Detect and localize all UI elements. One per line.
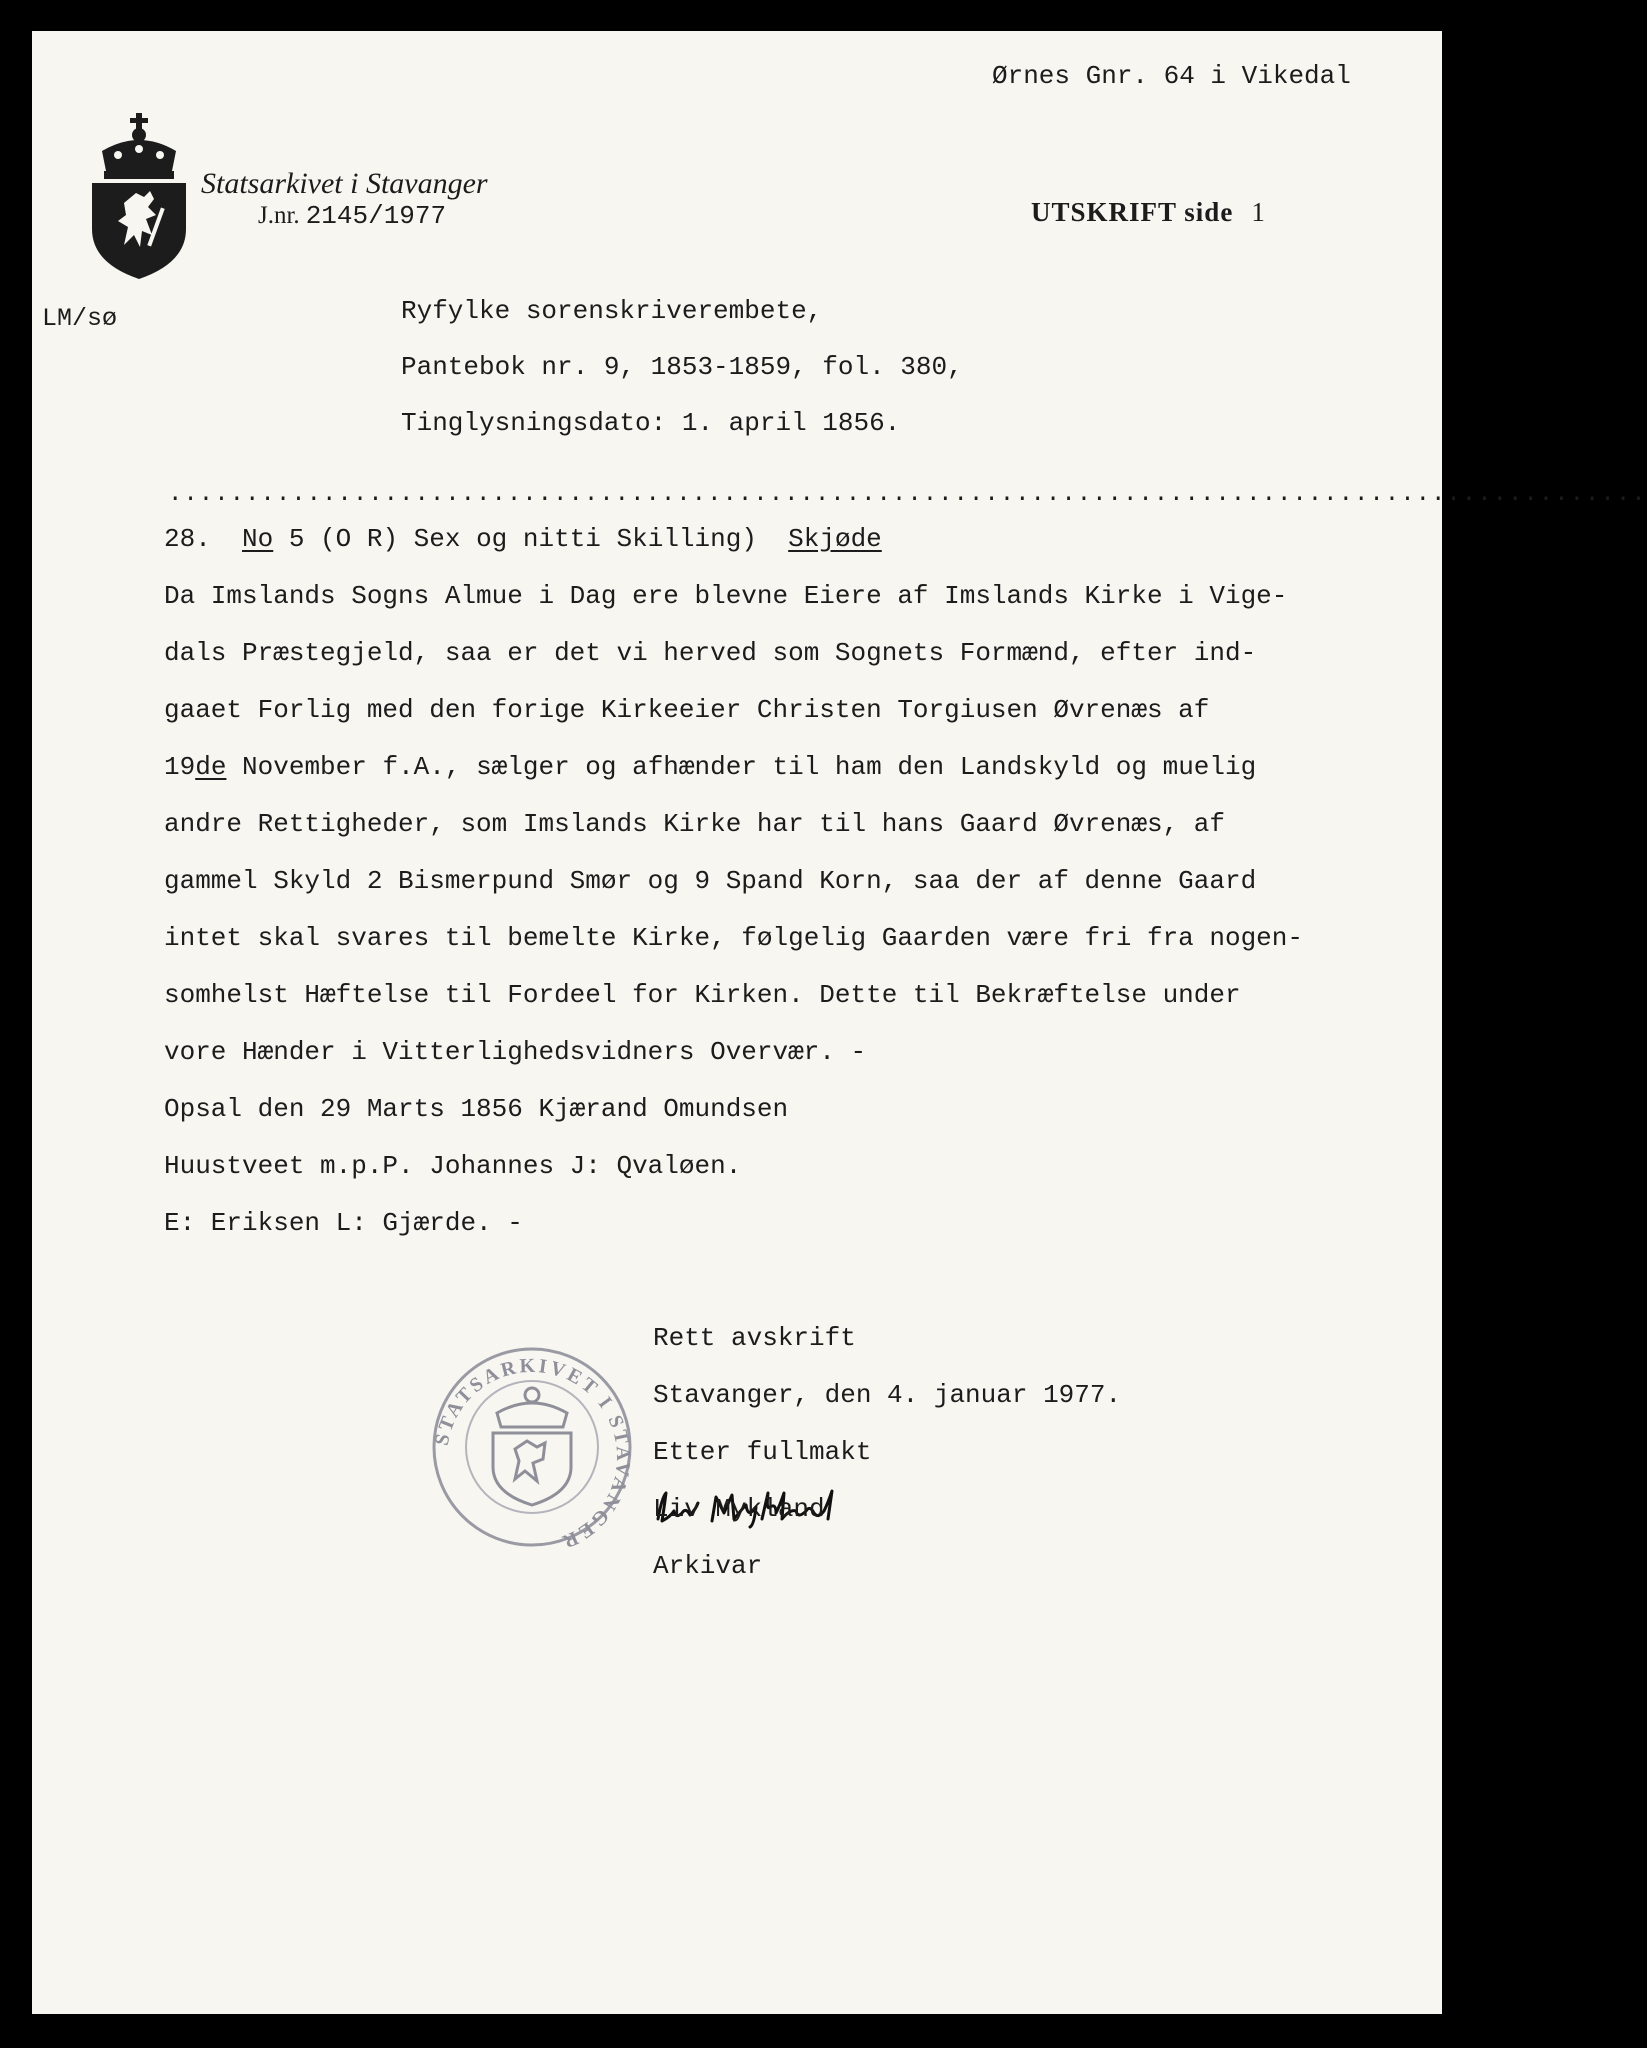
witnesses-line: E: Eriksen L: Gjærde. - [164, 1208, 523, 1238]
archivist-title: Arkivar [653, 1551, 763, 1581]
journal-number [258, 201, 446, 231]
utskrift-heading [1031, 197, 1266, 228]
archive-name: Statsarkivet i Stavanger [201, 167, 488, 200]
archivist-name: Liv Mykland [653, 1494, 825, 1524]
journal-value: 2145/1977 [305, 201, 447, 231]
body-line: gaaet Forlig med den forige Kirkeeier Christen Torgiusen Øvrenæs af [164, 695, 1210, 725]
body-line-date [164, 752, 1256, 782]
authority-label: Etter fullmakt [653, 1437, 872, 1467]
entry-no-label: No [242, 524, 274, 554]
archive-seal-icon [417, 1337, 647, 1552]
body-line: Da Imslands Sogns Almue i Dag ere blevne Eiere af Imslands Kirke i Vige- [164, 581, 1288, 611]
entry-details: 5 (O R) Sex og nitti Skilling) [273, 524, 757, 554]
property-reference: Ørnes Gnr. 64 i Vikedal [992, 61, 1351, 91]
divider: ................................................................................................ [168, 481, 1647, 508]
date-day: 19 [164, 752, 196, 782]
page-number: 1 [1251, 197, 1266, 227]
body-line: intet skal svares til bemelte Kirke, følgelig Gaarden være fri fra nogen- [164, 923, 1303, 953]
body-line: gammel Skyld 2 Bismerpund Smør og 9 Spand Korn, saa der af denne Gaard [164, 866, 1257, 896]
journal-label: J.nr. [258, 202, 300, 229]
body-line: dals Præstegjeld, saa er det vi herved som Sognets Formænd, efter ind- [164, 638, 1257, 668]
entry-heading [164, 524, 882, 554]
source-book: Pantebok nr. 9, 1853-1859, fol. 380, [401, 352, 963, 382]
body-line: vore Hænder i Vitterlighedsvidners Overvær. - [164, 1037, 867, 1067]
entry-type: Skjøde [788, 524, 882, 554]
coat-of-arms-icon [84, 111, 194, 281]
place-date: Stavanger, den 4. januar 1977. [653, 1380, 1122, 1410]
seal-text: STATSARKIVET I STAVANGER [430, 1354, 635, 1552]
registration-date: Tinglysningsdato: 1. april 1856. [401, 408, 901, 438]
document-page [32, 31, 1647, 2014]
body-line-rest: November f.A., sælger og afhænder til ham den Landskyld og muelig [226, 752, 1257, 782]
date-suffix: de [195, 752, 227, 782]
body-line: somhelst Hæftelse til Fordeel for Kirken. Dette til Bekræftelse under [164, 980, 1241, 1010]
source-court: Ryfylke sorenskriverembete, [401, 296, 823, 326]
signatories-line: Huustveet m.p.P. Johannes J: Qvaløen. [164, 1151, 742, 1181]
signatories-line: Opsal den 29 Marts 1856 Kjærand Omundsen [164, 1094, 789, 1124]
body-line: andre Rettigheder, som Imslands Kirke har til hans Gaard Øvrenæs, af [164, 809, 1225, 839]
entry-number: 28. [164, 524, 211, 554]
certified-copy-label: Rett avskrift [653, 1323, 856, 1353]
initials: LM/sø [42, 304, 118, 333]
utskrift-label: UTSKRIFT side [1031, 197, 1234, 227]
